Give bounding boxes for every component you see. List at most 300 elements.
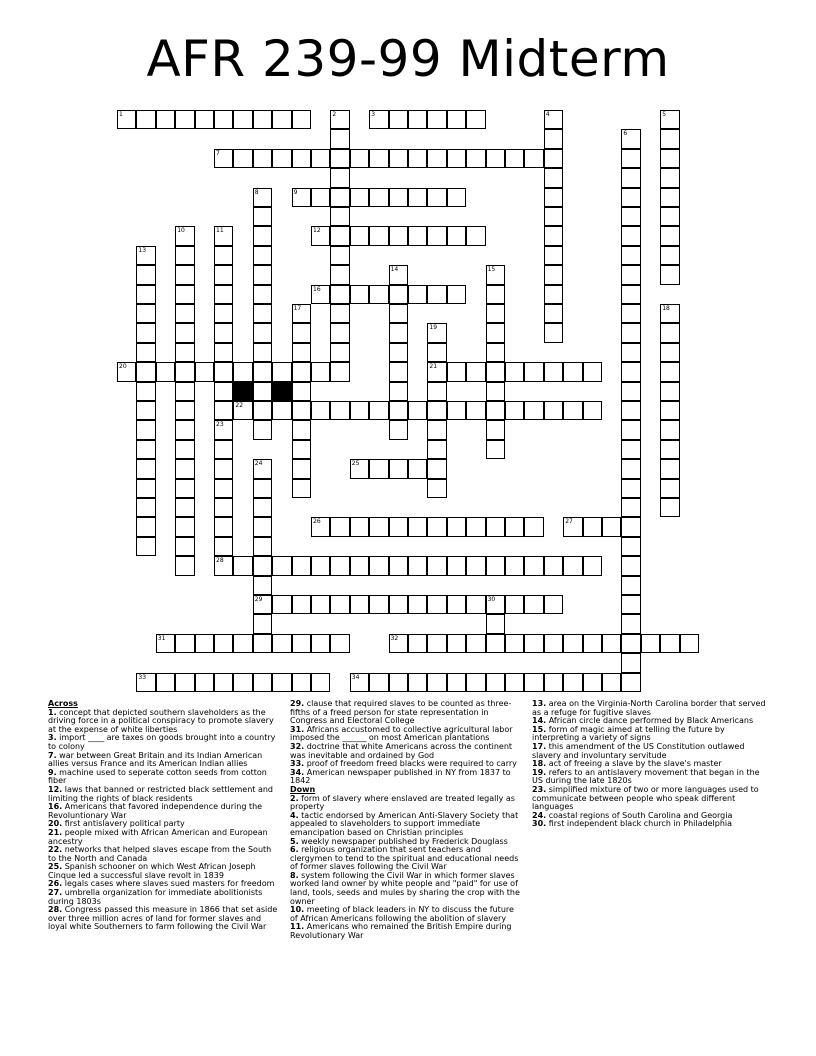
grid-cell[interactable] (233, 401, 252, 420)
grid-cell[interactable] (233, 634, 252, 653)
grid-cell[interactable] (253, 479, 272, 498)
grid-cell[interactable] (389, 265, 408, 284)
grid-cell[interactable] (524, 517, 543, 536)
grid-cell[interactable] (427, 517, 446, 536)
grid-cell[interactable] (369, 188, 388, 207)
grid-cell[interactable] (136, 440, 155, 459)
grid-cell[interactable] (253, 343, 272, 362)
grid-cell[interactable] (408, 188, 427, 207)
grid-cell[interactable] (369, 285, 388, 304)
grid-cell[interactable] (389, 343, 408, 362)
grid-cell[interactable] (660, 479, 679, 498)
grid-cell[interactable] (330, 343, 349, 362)
grid-cell[interactable] (136, 401, 155, 420)
grid-cell[interactable] (253, 265, 272, 284)
grid-cell[interactable] (311, 673, 330, 692)
grid-cell[interactable] (427, 149, 446, 168)
grid-cell[interactable] (292, 149, 311, 168)
grid-cell[interactable] (253, 614, 272, 633)
grid-cell[interactable] (292, 343, 311, 362)
grid-cell[interactable] (427, 673, 446, 692)
grid-cell[interactable] (350, 517, 369, 536)
grid-cell[interactable] (621, 285, 640, 304)
grid-cell[interactable] (253, 149, 272, 168)
grid-cell[interactable] (447, 517, 466, 536)
grid-cell[interactable] (486, 304, 505, 323)
grid-cell[interactable] (350, 556, 369, 575)
grid-cell[interactable] (272, 673, 291, 692)
grid-cell[interactable] (447, 110, 466, 129)
grid-cell[interactable] (175, 265, 194, 284)
grid-cell[interactable] (621, 576, 640, 595)
grid-cell[interactable] (233, 556, 252, 575)
grid-cell[interactable] (350, 285, 369, 304)
grid-cell[interactable] (427, 362, 446, 381)
grid-cell[interactable] (466, 595, 485, 614)
grid-cell[interactable] (330, 246, 349, 265)
grid-cell[interactable] (175, 479, 194, 498)
grid-cell[interactable] (660, 634, 679, 653)
grid-cell[interactable] (214, 382, 233, 401)
grid-cell[interactable] (175, 323, 194, 342)
grid-cell[interactable] (544, 401, 563, 420)
grid-cell[interactable] (389, 285, 408, 304)
grid-cell[interactable] (311, 188, 330, 207)
grid-cell[interactable] (408, 459, 427, 478)
grid-cell[interactable] (136, 517, 155, 536)
grid-cell[interactable] (330, 595, 349, 614)
grid-cell[interactable] (486, 362, 505, 381)
grid-cell[interactable] (292, 634, 311, 653)
grid-cell[interactable] (660, 129, 679, 148)
grid-cell[interactable] (175, 673, 194, 692)
grid-cell[interactable] (253, 498, 272, 517)
grid-cell[interactable] (621, 188, 640, 207)
grid-cell[interactable] (214, 149, 233, 168)
grid-cell[interactable] (272, 401, 291, 420)
grid-cell[interactable] (292, 323, 311, 342)
grid-cell[interactable] (311, 401, 330, 420)
grid-cell[interactable] (427, 285, 446, 304)
grid-cell[interactable] (369, 517, 388, 536)
grid-cell[interactable] (292, 556, 311, 575)
grid-cell[interactable] (583, 556, 602, 575)
grid-cell[interactable] (311, 226, 330, 245)
grid-cell[interactable] (447, 401, 466, 420)
grid-cell[interactable] (156, 110, 175, 129)
grid-cell[interactable] (292, 304, 311, 323)
grid-cell[interactable] (330, 265, 349, 284)
grid-cell[interactable] (389, 362, 408, 381)
grid-cell[interactable] (544, 246, 563, 265)
grid-cell[interactable] (175, 304, 194, 323)
grid-cell[interactable] (253, 556, 272, 575)
grid-cell[interactable] (486, 285, 505, 304)
grid-cell[interactable] (350, 188, 369, 207)
grid-cell[interactable] (563, 401, 582, 420)
grid-cell[interactable] (389, 401, 408, 420)
grid-cell[interactable] (136, 110, 155, 129)
grid-cell[interactable] (660, 362, 679, 381)
grid-cell[interactable] (330, 149, 349, 168)
grid-cell[interactable] (214, 556, 233, 575)
grid-cell[interactable] (272, 634, 291, 653)
grid-cell[interactable] (660, 401, 679, 420)
grid-cell[interactable] (660, 207, 679, 226)
grid-cell[interactable] (680, 634, 699, 653)
grid-cell[interactable] (544, 556, 563, 575)
grid-cell[interactable] (311, 149, 330, 168)
grid-cell[interactable] (253, 459, 272, 478)
grid-cell[interactable] (214, 323, 233, 342)
grid-cell[interactable] (583, 362, 602, 381)
grid-cell[interactable] (292, 420, 311, 439)
grid-cell[interactable] (233, 149, 252, 168)
grid-cell[interactable] (292, 440, 311, 459)
grid-cell[interactable] (214, 401, 233, 420)
grid-cell[interactable] (408, 517, 427, 536)
grid-cell[interactable] (544, 595, 563, 614)
grid-cell[interactable] (621, 537, 640, 556)
grid-cell[interactable] (427, 556, 446, 575)
grid-cell[interactable] (583, 517, 602, 536)
grid-cell[interactable] (621, 401, 640, 420)
grid-cell[interactable] (175, 401, 194, 420)
grid-cell[interactable] (544, 226, 563, 245)
grid-cell[interactable] (156, 634, 175, 653)
grid-cell[interactable] (214, 537, 233, 556)
grid-cell[interactable] (253, 576, 272, 595)
grid-cell[interactable] (447, 362, 466, 381)
grid-cell[interactable] (389, 420, 408, 439)
grid-cell[interactable] (214, 420, 233, 439)
grid-cell[interactable] (583, 401, 602, 420)
grid-cell[interactable] (136, 362, 155, 381)
grid-cell[interactable] (389, 595, 408, 614)
grid-cell[interactable] (505, 634, 524, 653)
grid-cell[interactable] (466, 634, 485, 653)
grid-cell[interactable] (175, 382, 194, 401)
grid-cell[interactable] (583, 673, 602, 692)
grid-cell[interactable] (253, 323, 272, 342)
grid-cell[interactable] (175, 285, 194, 304)
grid-cell[interactable] (660, 226, 679, 245)
grid-cell[interactable] (544, 323, 563, 342)
grid-cell[interactable] (621, 246, 640, 265)
grid-cell[interactable] (660, 168, 679, 187)
grid-cell[interactable] (486, 323, 505, 342)
grid-cell[interactable] (621, 343, 640, 362)
grid-cell[interactable] (330, 517, 349, 536)
grid-cell[interactable] (214, 440, 233, 459)
grid-cell[interactable] (272, 149, 291, 168)
grid-cell[interactable] (175, 517, 194, 536)
grid-cell[interactable] (602, 634, 621, 653)
grid-cell[interactable] (175, 226, 194, 245)
grid-cell[interactable] (660, 498, 679, 517)
grid-cell[interactable] (175, 246, 194, 265)
grid-cell[interactable] (563, 362, 582, 381)
grid-cell[interactable] (330, 285, 349, 304)
grid-cell[interactable] (427, 110, 446, 129)
grid-cell[interactable] (253, 420, 272, 439)
grid-cell[interactable] (389, 634, 408, 653)
grid-cell[interactable] (389, 459, 408, 478)
grid-cell[interactable] (311, 517, 330, 536)
grid-cell[interactable] (195, 110, 214, 129)
grid-cell[interactable] (369, 110, 388, 129)
grid-cell[interactable] (660, 304, 679, 323)
grid-cell[interactable] (330, 401, 349, 420)
grid-cell[interactable] (408, 110, 427, 129)
grid-cell[interactable] (175, 634, 194, 653)
grid-cell[interactable] (524, 556, 543, 575)
grid-cell[interactable] (486, 517, 505, 536)
grid-cell[interactable] (175, 110, 194, 129)
grid-cell[interactable] (408, 595, 427, 614)
grid-cell[interactable] (621, 595, 640, 614)
grid-cell[interactable] (544, 149, 563, 168)
grid-cell[interactable] (292, 595, 311, 614)
grid-cell[interactable] (136, 420, 155, 439)
grid-cell[interactable] (117, 110, 136, 129)
grid-cell[interactable] (427, 634, 446, 653)
grid-cell[interactable] (350, 673, 369, 692)
grid-cell[interactable] (602, 517, 621, 536)
grid-cell[interactable] (408, 226, 427, 245)
grid-cell[interactable] (563, 673, 582, 692)
grid-cell[interactable] (427, 420, 446, 439)
grid-cell[interactable] (621, 479, 640, 498)
grid-cell[interactable] (389, 517, 408, 536)
grid-cell[interactable] (660, 420, 679, 439)
grid-cell[interactable] (427, 323, 446, 342)
grid-cell[interactable] (253, 285, 272, 304)
grid-cell[interactable] (292, 110, 311, 129)
grid-cell[interactable] (175, 498, 194, 517)
grid-cell[interactable] (583, 634, 602, 653)
grid-cell[interactable] (447, 634, 466, 653)
grid-cell[interactable] (524, 149, 543, 168)
grid-cell[interactable] (505, 556, 524, 575)
grid-cell[interactable] (253, 401, 272, 420)
grid-cell[interactable] (544, 110, 563, 129)
grid-cell[interactable] (389, 226, 408, 245)
grid-cell[interactable] (427, 479, 446, 498)
grid-cell[interactable] (292, 673, 311, 692)
grid-cell[interactable] (563, 517, 582, 536)
grid-cell[interactable] (621, 265, 640, 284)
grid-cell[interactable] (136, 537, 155, 556)
grid-cell[interactable] (621, 556, 640, 575)
grid-cell[interactable] (389, 304, 408, 323)
grid-cell[interactable] (214, 304, 233, 323)
grid-cell[interactable] (311, 595, 330, 614)
grid-cell[interactable] (505, 149, 524, 168)
grid-cell[interactable] (214, 285, 233, 304)
grid-cell[interactable] (524, 362, 543, 381)
grid-cell[interactable] (621, 323, 640, 342)
grid-cell[interactable] (621, 207, 640, 226)
grid-cell[interactable] (486, 556, 505, 575)
grid-cell[interactable] (292, 362, 311, 381)
grid-cell[interactable] (389, 382, 408, 401)
grid-cell[interactable] (369, 673, 388, 692)
grid-cell[interactable] (544, 207, 563, 226)
grid-cell[interactable] (214, 226, 233, 245)
grid-cell[interactable] (330, 323, 349, 342)
grid-cell[interactable] (272, 595, 291, 614)
grid-cell[interactable] (563, 634, 582, 653)
grid-cell[interactable] (214, 459, 233, 478)
grid-cell[interactable] (621, 382, 640, 401)
grid-cell[interactable] (621, 614, 640, 633)
grid-cell[interactable] (156, 362, 175, 381)
grid-cell[interactable] (660, 343, 679, 362)
grid-cell[interactable] (621, 440, 640, 459)
grid-cell[interactable] (389, 673, 408, 692)
grid-cell[interactable] (311, 285, 330, 304)
grid-cell[interactable] (466, 110, 485, 129)
grid-cell[interactable] (427, 188, 446, 207)
grid-cell[interactable] (466, 673, 485, 692)
grid-cell[interactable] (253, 188, 272, 207)
grid-cell[interactable] (214, 517, 233, 536)
grid-cell[interactable] (389, 556, 408, 575)
grid-cell[interactable] (214, 673, 233, 692)
grid-cell[interactable] (330, 226, 349, 245)
grid-cell[interactable] (389, 188, 408, 207)
grid-cell[interactable] (369, 556, 388, 575)
grid-cell[interactable] (524, 634, 543, 653)
grid-cell[interactable] (214, 343, 233, 362)
grid-cell[interactable] (544, 168, 563, 187)
grid-cell[interactable] (369, 226, 388, 245)
grid-cell[interactable] (660, 246, 679, 265)
grid-cell[interactable] (447, 556, 466, 575)
grid-cell[interactable] (369, 149, 388, 168)
grid-cell[interactable] (447, 595, 466, 614)
grid-cell[interactable] (505, 595, 524, 614)
grid-cell[interactable] (660, 110, 679, 129)
grid-cell[interactable] (660, 440, 679, 459)
grid-cell[interactable] (486, 420, 505, 439)
grid-cell[interactable] (486, 382, 505, 401)
grid-cell[interactable] (408, 673, 427, 692)
grid-cell[interactable] (660, 382, 679, 401)
grid-cell[interactable] (136, 382, 155, 401)
grid-cell[interactable] (621, 129, 640, 148)
grid-cell[interactable] (563, 556, 582, 575)
grid-cell[interactable] (524, 595, 543, 614)
grid-cell[interactable] (330, 110, 349, 129)
grid-cell[interactable] (330, 304, 349, 323)
grid-cell[interactable] (486, 673, 505, 692)
grid-cell[interactable] (621, 168, 640, 187)
grid-cell[interactable] (214, 498, 233, 517)
grid-cell[interactable] (253, 226, 272, 245)
grid-cell[interactable] (544, 285, 563, 304)
grid-cell[interactable] (544, 265, 563, 284)
grid-cell[interactable] (292, 188, 311, 207)
grid-cell[interactable] (505, 362, 524, 381)
grid-cell[interactable] (311, 362, 330, 381)
grid-cell[interactable] (660, 188, 679, 207)
grid-cell[interactable] (621, 517, 640, 536)
grid-cell[interactable] (253, 634, 272, 653)
grid-cell[interactable] (272, 556, 291, 575)
grid-cell[interactable] (292, 459, 311, 478)
grid-cell[interactable] (350, 226, 369, 245)
grid-cell[interactable] (621, 673, 640, 692)
grid-cell[interactable] (136, 304, 155, 323)
grid-cell[interactable] (195, 673, 214, 692)
grid-cell[interactable] (350, 149, 369, 168)
grid-cell[interactable] (272, 110, 291, 129)
grid-cell[interactable] (156, 673, 175, 692)
grid-cell[interactable] (253, 110, 272, 129)
grid-cell[interactable] (621, 420, 640, 439)
grid-cell[interactable] (330, 362, 349, 381)
grid-cell[interactable] (136, 323, 155, 342)
grid-cell[interactable] (253, 673, 272, 692)
grid-cell[interactable] (136, 343, 155, 362)
grid-cell[interactable] (427, 595, 446, 614)
grid-cell[interactable] (524, 401, 543, 420)
grid-cell[interactable] (486, 614, 505, 633)
grid-cell[interactable] (330, 556, 349, 575)
grid-cell[interactable] (408, 149, 427, 168)
grid-cell[interactable] (350, 459, 369, 478)
grid-cell[interactable] (466, 517, 485, 536)
grid-cell[interactable] (641, 634, 660, 653)
grid-cell[interactable] (389, 149, 408, 168)
grid-cell[interactable] (505, 517, 524, 536)
grid-cell[interactable] (621, 498, 640, 517)
grid-cell[interactable] (660, 323, 679, 342)
grid-cell[interactable] (544, 304, 563, 323)
grid-cell[interactable] (272, 362, 291, 381)
grid-cell[interactable] (621, 362, 640, 381)
grid-cell[interactable] (408, 634, 427, 653)
grid-cell[interactable] (486, 265, 505, 284)
grid-cell[interactable] (330, 634, 349, 653)
grid-cell[interactable] (311, 556, 330, 575)
grid-cell[interactable] (214, 479, 233, 498)
grid-cell[interactable] (253, 595, 272, 614)
grid-cell[interactable] (486, 595, 505, 614)
grid-cell[interactable] (136, 246, 155, 265)
grid-cell[interactable] (466, 226, 485, 245)
grid-cell[interactable] (621, 459, 640, 478)
grid-cell[interactable] (253, 207, 272, 226)
grid-cell[interactable] (233, 673, 252, 692)
grid-cell[interactable] (195, 362, 214, 381)
grid-cell[interactable] (466, 401, 485, 420)
grid-cell[interactable] (486, 401, 505, 420)
grid-cell[interactable] (524, 673, 543, 692)
grid-cell[interactable] (330, 129, 349, 148)
grid-cell[interactable] (544, 129, 563, 148)
grid-cell[interactable] (408, 556, 427, 575)
grid-cell[interactable] (486, 634, 505, 653)
grid-cell[interactable] (233, 362, 252, 381)
grid-cell[interactable] (292, 401, 311, 420)
grid-cell[interactable] (117, 362, 136, 381)
grid-cell[interactable] (427, 459, 446, 478)
grid-cell[interactable] (175, 420, 194, 439)
grid-cell[interactable] (136, 285, 155, 304)
